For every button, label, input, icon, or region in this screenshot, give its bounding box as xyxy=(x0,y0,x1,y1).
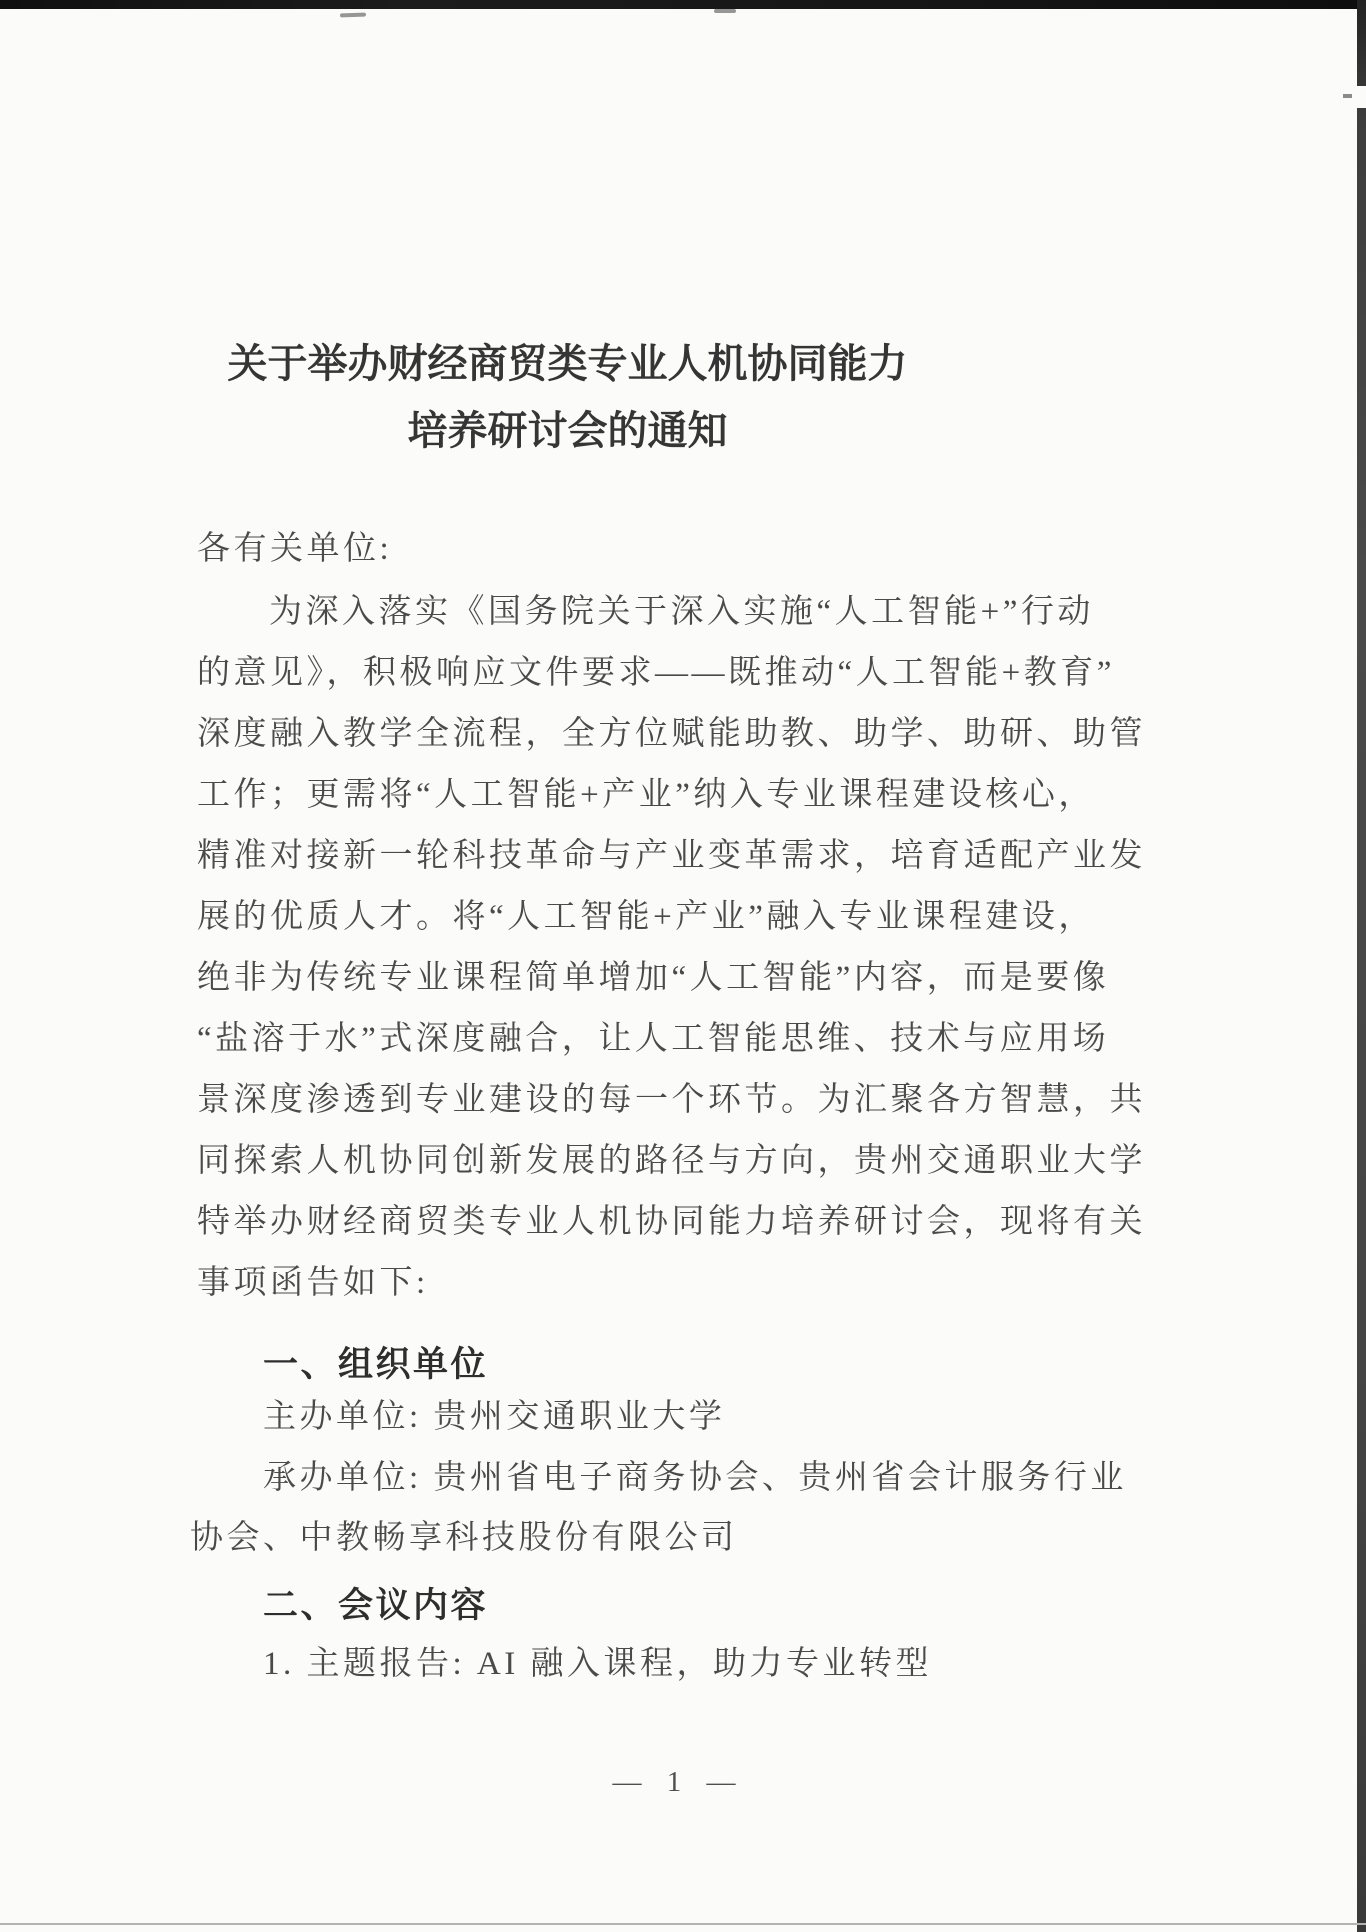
body-line-3: 深度融入教学全流程，全方位赋能助教、助学、助研、助管 xyxy=(197,716,1146,752)
body-line-8: “盐溶于水”式深度融合，让人工智能思维、技术与应用场 xyxy=(197,1021,1110,1057)
body-line-6: 展的优质人才。将“人工智能+产业”融入专业课程建设， xyxy=(197,899,1095,935)
organizer-co-host-line-cont: 协会、中教畅享科技股份有限公司 xyxy=(190,1520,738,1556)
body-line-2: 的意见》，积极响应文件要求——既推动“人工智能+教育” xyxy=(197,655,1115,691)
body-line-1: 为深入落实《国务院关于深入实施“人工智能+”行动 xyxy=(269,594,1094,630)
page-number: — 1 — xyxy=(612,1766,745,1798)
salutation: 各有关单位: xyxy=(197,531,393,567)
body-line-11: 特举办财经商贸类专业人机协同能力培养研讨会，现将有关 xyxy=(197,1204,1146,1240)
body-paragraph xyxy=(197,582,1146,1314)
organizer-host-line: 主办单位: 贵州交通职业大学 xyxy=(263,1399,726,1435)
scan-edge-top xyxy=(0,0,1366,9)
scan-edge-right xyxy=(1357,0,1366,1932)
document-title-line-2: 培养研讨会的通知 xyxy=(407,408,728,453)
scan-mark-dash-1 xyxy=(340,13,366,18)
scan-mark-tick xyxy=(1343,94,1352,98)
agenda-item-1: 1. 主题报告: AI 融入课程，助力专业转型 xyxy=(263,1646,932,1682)
scan-edge-right-notch xyxy=(1356,86,1366,108)
scan-edge-bottom xyxy=(0,1923,1366,1925)
organizer-co-host-line: 承办单位: 贵州省电子商务协会、贵州省会计服务行业 xyxy=(263,1460,1127,1496)
body-line-4: 工作；更需将“人工智能+产业”纳入专业课程建设核心， xyxy=(197,777,1095,813)
body-line-5: 精准对接新一轮科技革命与产业变革需求，培育适配产业发 xyxy=(197,838,1146,874)
body-line-12: 事项函告如下: xyxy=(197,1265,429,1301)
document-title-line-1: 关于举办财经商贸类专业人机协同能力 xyxy=(227,341,908,386)
body-line-9: 景深度渗透到专业建设的每一个环节。为汇聚各方智慧，共 xyxy=(197,1082,1146,1118)
section-heading-organizers: 一、组织单位 xyxy=(263,1345,489,1384)
document-title xyxy=(107,330,1028,464)
scan-mark-dash-2 xyxy=(714,9,736,13)
body-line-7: 绝非为传统专业课程简单增加“人工智能”内容，而是要像 xyxy=(197,960,1110,996)
section-heading-meeting-content: 二、会议内容 xyxy=(263,1586,489,1625)
body-line-10: 同探索人机协同创新发展的路径与方向，贵州交通职业大学 xyxy=(197,1143,1146,1179)
